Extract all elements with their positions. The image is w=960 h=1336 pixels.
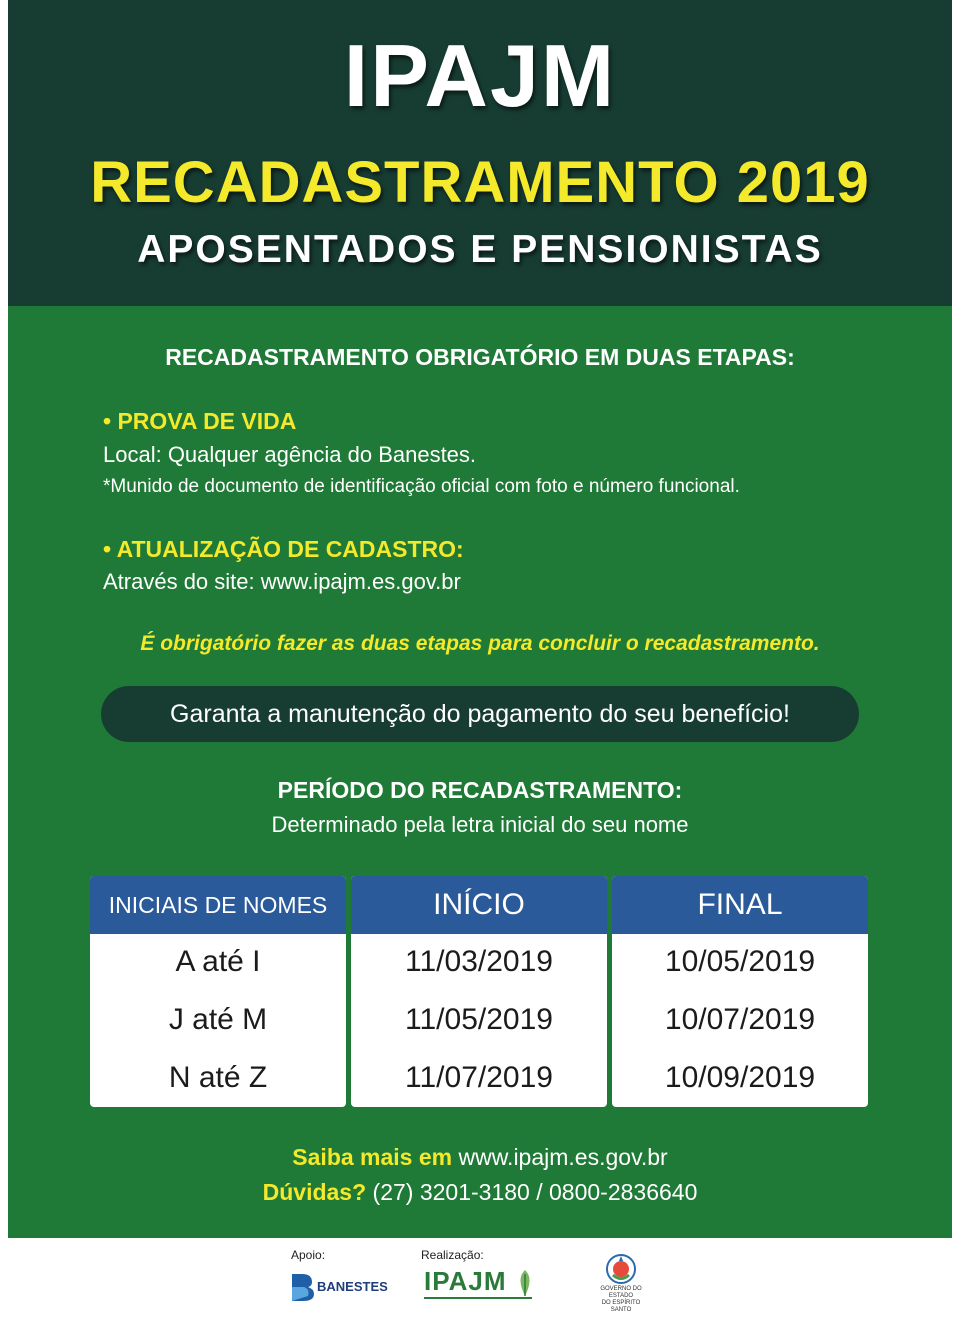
audience-title: APOSENTADOS E PENSIONISTAS [137,228,823,271]
schedule-cell: A até I [175,945,261,978]
schedule-cell: 11/03/2019 [405,945,553,978]
header-band [8,0,952,306]
schedule-column-start [351,876,607,1107]
schedule-cell: 10/09/2019 [664,1061,816,1094]
schedule-header-start: INÍCIO [351,876,607,934]
questions-phones: (27) 3201-3180 / 0800-2836640 [372,1179,698,1205]
period-subtitle: Determinado pela letra inicial do seu nome [271,812,689,837]
support-label: Apoio: [291,1248,326,1262]
schedule-column-initials [90,876,346,1107]
government-line-2: DO ESPÍRITO SANTO [601,1300,641,1313]
step-2-title: • ATUALIZAÇÃO DE CADASTRO: [103,536,464,562]
banestes-name: BANESTES [317,1279,388,1294]
questions-line [8,1179,952,1206]
ipajm-logo-text: IPAJM [424,1266,507,1296]
schedule-cell: 11/07/2019 [405,1061,553,1094]
more-info-label: Saiba mais em [292,1144,453,1170]
step-2-site: Através do site: www.ipajm.es.gov.br [103,569,461,594]
schedule-header-initials: INICIAIS DE NOMES [90,876,346,934]
schedule-cell: N até Z [168,1061,268,1094]
schedule-cell: J até M [168,1003,268,1036]
schedule-header-end: FINAL [612,876,868,934]
mandatory-note: É obrigatório fazer as duas etapas para concluir o recadastramento. [140,632,820,655]
schedule-column-end [612,876,868,1107]
banestes-logo [290,1272,390,1302]
schedule-cell: 10/05/2019 [664,945,816,978]
leaf-icon [514,1268,536,1298]
campaign-title: RECADASTRAMENTO 2019 [90,150,870,215]
ipajm-logo [424,1266,536,1306]
ipajm-logo-underline [424,1297,532,1299]
step-1-note: *Munido de documento de identificação oficial com foto e número funcional. [103,476,740,497]
steps-heading: RECADASTRAMENTO OBRIGATÓRIO EM DUAS ETAPAS: [165,344,795,370]
questions-label: Dúvidas? [262,1179,367,1205]
period-title: PERÍODO DO RECADASTRAMENTO: [277,777,683,803]
more-info-line [8,1144,952,1171]
page-title: IPAJM [343,26,617,125]
benefit-banner: Garanta a manutenção do pagamento do seu benefício! [101,686,859,742]
banestes-mark-icon [290,1272,316,1302]
poster [8,0,952,1238]
schedule-cell: 11/05/2019 [405,1003,553,1036]
step-1-title: • PROVA DE VIDA [103,408,297,434]
more-info-url[interactable]: www.ipajm.es.gov.br [458,1144,668,1170]
schedule-cell: 10/07/2019 [664,1003,816,1036]
state-crest-icon [604,1252,638,1286]
government-logo [592,1252,650,1313]
government-line-1: GOVERNO DO ESTADO [600,1286,642,1299]
step-1-location: Local: Qualquer agência do Banestes. [103,442,477,467]
realization-label: Realização: [421,1248,484,1262]
